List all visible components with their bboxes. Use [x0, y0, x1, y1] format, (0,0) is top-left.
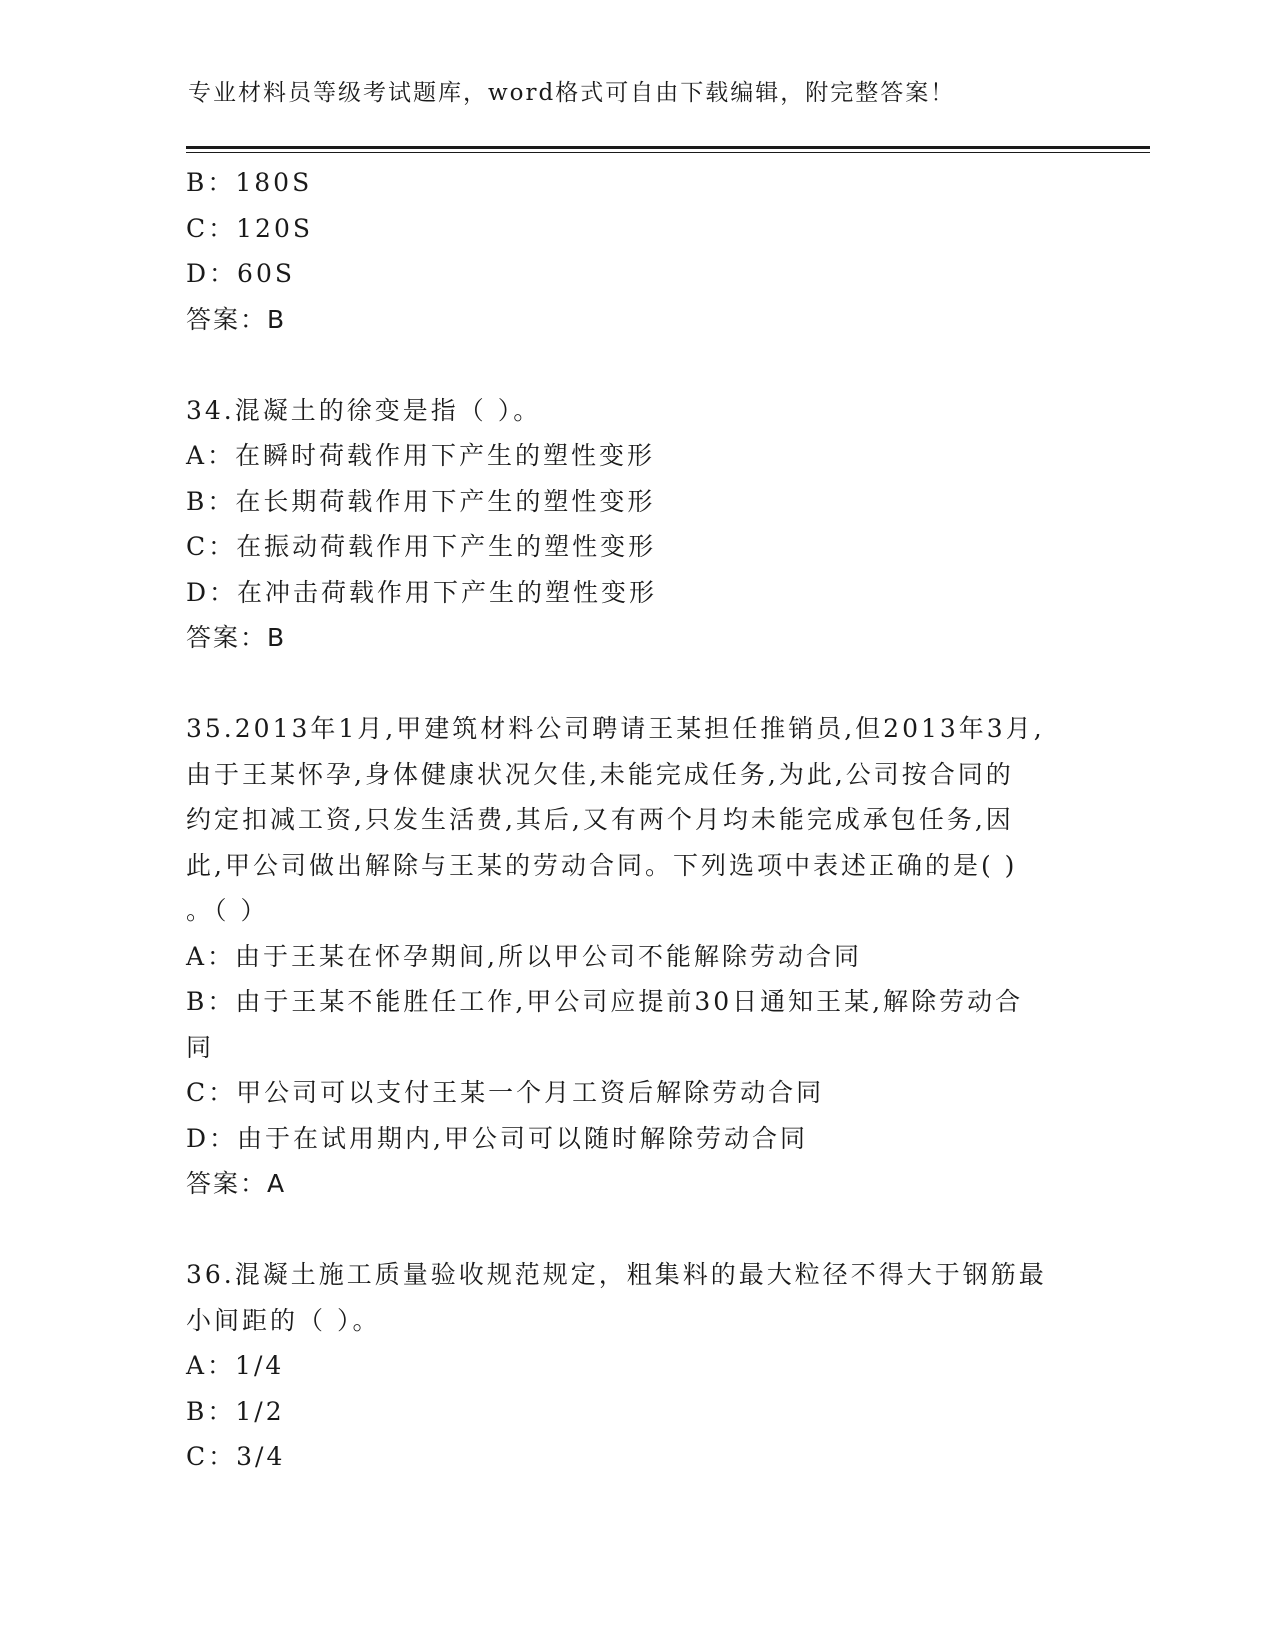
question-33-tail: [186, 160, 1086, 342]
question-text: 34.混凝土的徐变是指（ ）。: [186, 395, 542, 425]
question-35: [186, 706, 1086, 1207]
option-b: B：在长期荷载作用下产生的塑性变形: [186, 486, 656, 516]
header-rule-thick: [186, 146, 1150, 149]
header-rule-thin: [186, 152, 1150, 153]
header-text: 专业材料员等级考试题库，word格式可自由下载编辑，附完整答案！: [188, 80, 956, 106]
question-text: 小间距的（ ）。: [186, 1305, 381, 1335]
question-text: 约定扣减工资,只发生活费,其后,又有两个月均未能完成承包任务,因: [186, 805, 1014, 834]
option-c: C：3/4: [186, 1442, 286, 1471]
option-b: B：180S: [186, 168, 313, 197]
question-text: 。（ ）: [186, 896, 269, 925]
document-body: [186, 160, 1086, 1480]
question-text: 35.2013年1月,甲建筑材料公司聘请王某担任推销员,但2013年3月,: [186, 714, 1045, 743]
option-a: A：由于王某在怀孕期间,所以甲公司不能解除劳动合同: [186, 941, 863, 971]
question-text: 此,甲公司做出解除与王某的劳动合同。下列选项中表述正确的是( ): [186, 850, 1018, 880]
answer-label: 答案：B: [186, 623, 287, 652]
option-d: D：由于在试用期内,甲公司可以随时解除劳动合同: [186, 1123, 808, 1153]
answer-label: 答案：B: [186, 304, 287, 334]
spacer: [186, 661, 1086, 707]
option-b: B：由于王某不能胜任工作,甲公司应提前30日通知王某,解除劳动合: [186, 987, 1024, 1016]
question-36: [186, 1252, 1086, 1480]
option-c: C：甲公司可以支付王某一个月工资后解除劳动合同: [186, 1078, 825, 1107]
option-a: A：1/4: [186, 1351, 285, 1380]
option-b-continued: 同: [186, 1032, 215, 1062]
option-b: B：1/2: [186, 1396, 285, 1426]
spacer: [186, 1207, 1086, 1253]
question-34: [186, 388, 1086, 661]
spacer: [186, 342, 1086, 388]
option-d: D：在冲击荷载作用下产生的塑性变形: [186, 577, 658, 607]
option-a: A：在瞬时荷载作用下产生的塑性变形: [186, 441, 656, 470]
answer-label: 答案：A: [186, 1169, 287, 1198]
question-text: 36.混凝土施工质量验收规范规定，粗集料的最大粒径不得大于钢筋最: [186, 1260, 1047, 1289]
option-c: C：120S: [186, 213, 313, 243]
question-text: 由于王某怀孕,身体健康状况欠佳,未能完成任务,为此,公司按合同的: [186, 759, 1014, 789]
option-c: C：在振动荷载作用下产生的塑性变形: [186, 532, 657, 561]
option-d: D：60S: [186, 259, 295, 288]
